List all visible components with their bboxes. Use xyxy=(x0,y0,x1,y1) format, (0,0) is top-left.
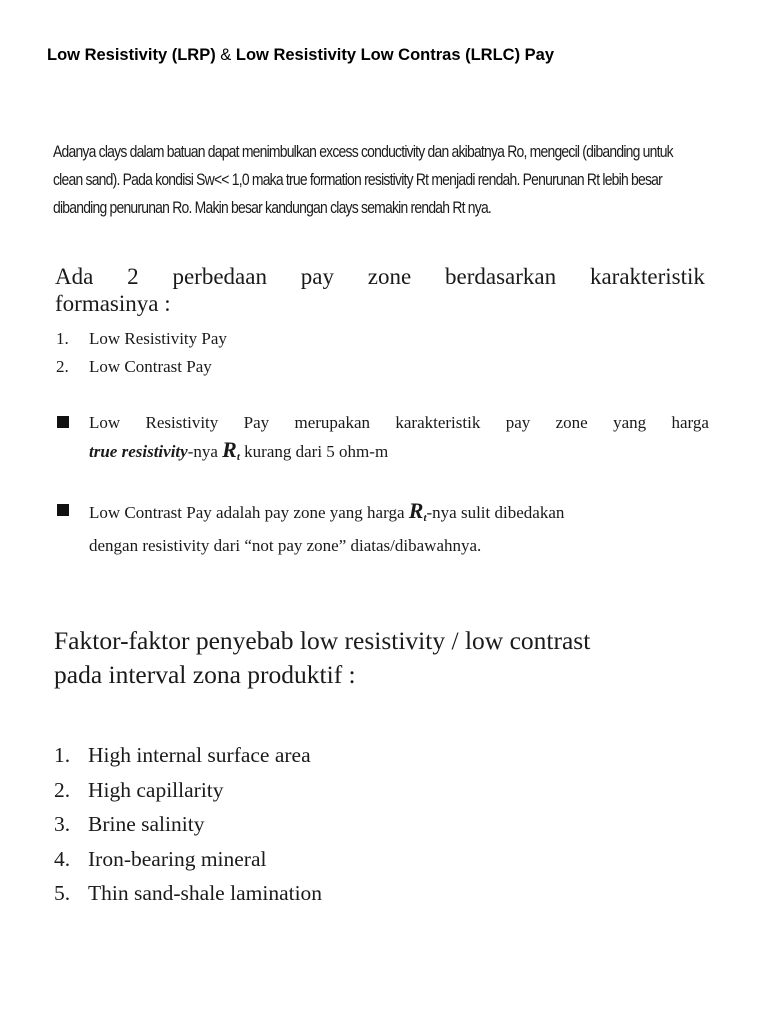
title-part-1: Low Resistivity (LRP) xyxy=(47,46,221,64)
bullet-word: yang xyxy=(613,413,647,432)
heading-word: pay xyxy=(300,264,334,289)
bullet-word: Pay xyxy=(243,413,270,432)
list-number: 5. xyxy=(54,881,71,905)
intro-line-3: dibanding penurunan Ro. Makin besar kandungan clays semakin rendah Rt nya. xyxy=(53,199,492,217)
list-number: 2. xyxy=(54,777,71,802)
intro-line-1: Adanya clays dalam batuan dapat menimbulkan excess conductivity dan akibatnya Ro, mengecil (dibanding untuk xyxy=(53,143,673,161)
bullet-line-2: dengan resistivity dari “not pay zone” diatas/dibawahnya. xyxy=(89,536,482,555)
true-resistivity-term: true resistivity xyxy=(89,442,188,461)
bullet-word: Low xyxy=(89,413,121,432)
list-item xyxy=(54,807,322,842)
bullet-word: karakteristik xyxy=(395,413,481,432)
list-number: 1. xyxy=(56,329,69,348)
heading-word: Ada xyxy=(55,264,94,289)
bullet-text-fragment: -nya xyxy=(187,442,223,461)
faktor-heading-line-1: Faktor-faktor penyebab low resistivity / low contrast xyxy=(54,626,591,655)
list-item xyxy=(56,353,227,381)
list-number: 4. xyxy=(54,846,71,871)
pay-zone-list xyxy=(56,325,227,381)
rt-symbol: R xyxy=(222,437,237,462)
bullet-text-fragment: kurang dari 5 ohm-m xyxy=(239,442,389,461)
list-number: 2. xyxy=(56,357,69,376)
list-label: High internal surface area xyxy=(88,743,311,767)
list-label: Iron-bearing mineral xyxy=(88,846,267,871)
bullet-word: Resistivity xyxy=(145,413,219,432)
faktor-heading-line-2: pada interval zona produktif : xyxy=(54,660,356,689)
pay-zone-heading-line-2: formasinya : xyxy=(55,291,171,316)
list-item xyxy=(54,876,322,911)
heading-word: berdasarkan xyxy=(445,264,557,289)
list-label: Brine salinity xyxy=(88,812,205,836)
list-label: Low Contrast Pay xyxy=(89,357,212,376)
bullet-line-2 xyxy=(89,436,709,471)
list-item xyxy=(54,738,322,773)
pay-zone-heading-line-1 xyxy=(55,263,705,290)
pay-zone-heading xyxy=(55,263,705,317)
list-label: High capillarity xyxy=(88,777,224,802)
faktor-list xyxy=(54,738,322,911)
intro-paragraph xyxy=(53,138,711,222)
faktor-heading xyxy=(54,624,590,692)
title-part-2: Low Resistivity Low Contras (LRLC) Pay xyxy=(231,46,555,64)
title-ampersand: & xyxy=(220,46,232,64)
bullet-text-fragment: Low Contrast Pay adalah pay zone yang harga xyxy=(89,503,409,522)
rt-symbol: R xyxy=(408,498,424,523)
intro-line-2: clean sand). Pada kondisi Sw<< 1,0 maka true formation resistivity Rt menjadi rendah. Penurunan Rt lebih besar xyxy=(53,171,662,189)
bullet-text xyxy=(89,409,709,471)
bullet-word: merupakan xyxy=(294,413,371,432)
bullet-text-fragment: -nya sulit dibedakan xyxy=(426,503,565,522)
heading-word: 2 xyxy=(127,264,139,289)
bullet-word: zone xyxy=(555,413,588,432)
heading-word: zone xyxy=(367,264,412,289)
bullet-line-1 xyxy=(89,497,709,532)
bullet-text xyxy=(89,497,709,559)
rt-subscript: t xyxy=(423,512,427,524)
list-number: 1. xyxy=(54,743,71,767)
heading-word: perbedaan xyxy=(172,264,267,289)
square-bullet-icon xyxy=(57,416,69,428)
heading-word: karakteristik xyxy=(589,264,705,289)
list-label: Thin sand-shale lamination xyxy=(88,881,323,905)
list-label: Low Resistivity Pay xyxy=(89,329,227,348)
list-number: 3. xyxy=(54,812,71,836)
square-bullet-icon xyxy=(57,504,69,516)
bullet-word: harga xyxy=(671,413,709,432)
list-item xyxy=(54,773,322,808)
list-item xyxy=(54,842,322,877)
list-item xyxy=(56,325,227,353)
bullet-word: pay xyxy=(505,413,531,432)
rt-subscript: t xyxy=(236,451,240,463)
bullet-line-1 xyxy=(89,409,709,436)
document-title xyxy=(47,46,747,65)
